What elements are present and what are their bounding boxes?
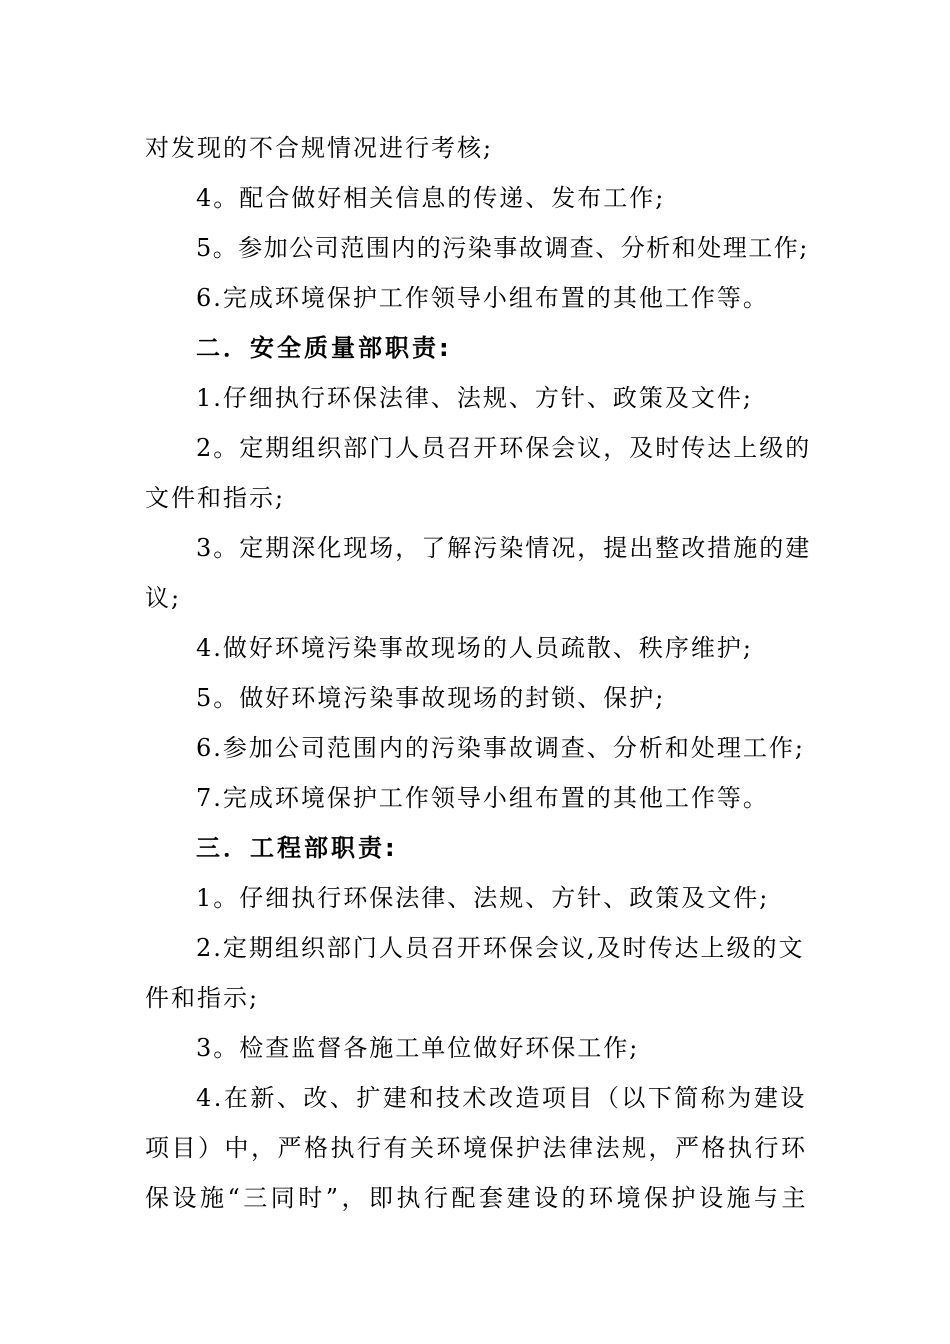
list-item: 2.定期组织部门人员召开环保会议,及时传达上级的文 <box>196 934 805 962</box>
list-item-continuation: 文件和指示; <box>145 484 286 512</box>
list-item: 3。定期深化现场，了解污染情况，提出整改措施的建 <box>196 534 812 562</box>
list-item-continuation: 项目）中，严格执行有关环境保护法律法规，严格执行环 <box>145 1134 808 1162</box>
list-item: 4.在新、改、扩建和技术改造项目（以下简称为建设 <box>196 1084 807 1112</box>
section-heading: 二．安全质量部职责: <box>196 334 452 362</box>
list-item: 1.仔细执行环保法律、法规、方针、政策及文件; <box>196 384 753 412</box>
list-item: 5。做好环境污染事故现场的封锁、保护; <box>196 684 666 712</box>
list-item: 2。定期组织部门人员召开环保会议，及时传达上级的 <box>196 434 812 462</box>
section-heading: 三．工程部职责: <box>196 834 398 862</box>
list-item-continuation: 议; <box>145 584 182 612</box>
list-item: 7.完成环境保护工作领导小组布置的其他工作等。 <box>196 784 769 812</box>
list-item: 6.完成环境保护工作领导小组布置的其他工作等。 <box>196 284 769 312</box>
body-text-line: 对发现的不合规情况进行考核; <box>145 134 494 162</box>
list-item: 4.做好环境污染事故现场的人员疏散、秩序维护; <box>196 634 753 662</box>
list-item: 5。参加公司范围内的污染事故调查、分析和处理工作; <box>196 234 809 262</box>
list-item: 6.参加公司范围内的污染事故调查、分析和处理工作; <box>196 734 805 762</box>
list-item-continuation: 保设施“三同时”，即执行配套建设的环境保护设施与主 <box>145 1184 810 1212</box>
list-item-continuation: 件和指示; <box>145 984 260 1012</box>
list-item: 3。检查监督各施工单位做好环保工作; <box>196 1034 640 1062</box>
list-item: 4。配合做好相关信息的传递、发布工作; <box>196 184 666 212</box>
list-item: 1。仔细执行环保法律、法规、方针、政策及文件; <box>196 884 770 912</box>
